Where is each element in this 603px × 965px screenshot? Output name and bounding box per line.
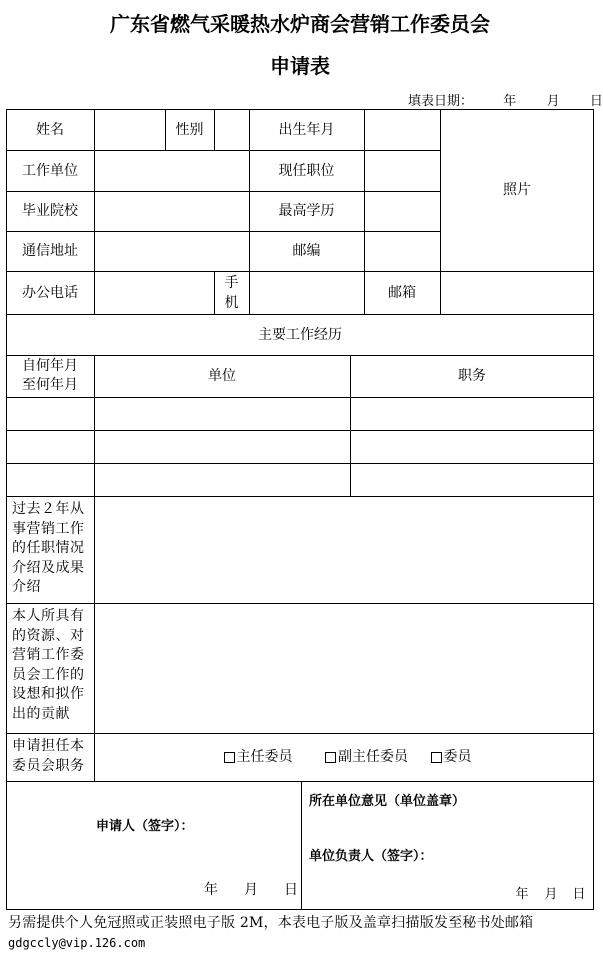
label-apply-post: 申请担任本委员会职务	[12, 738, 85, 774]
experience-cell[interactable]	[94, 397, 350, 430]
checkbox-icon	[325, 752, 336, 763]
value-gender[interactable]	[214, 109, 249, 150]
unit-day: 日	[572, 887, 586, 902]
submission-note: 另需提供个人免冠照或正装照电子版 2M，本表电子版及盖章扫描版发至秘书处邮箱	[8, 915, 534, 931]
col-unit: 单位	[208, 368, 236, 384]
label-mobile: 手 机	[224, 274, 239, 311]
label-position: 现任职位	[278, 162, 335, 179]
value-mobile[interactable]	[249, 271, 364, 314]
experience-header: 主要工作经历	[258, 326, 342, 343]
col-divider	[301, 781, 302, 910]
label-office-phone: 办公电话	[22, 284, 78, 301]
form-border-bottom	[6, 909, 594, 910]
col-duty: 职务	[458, 368, 486, 384]
label-resources: 本人所具有的资源、对营销工作委员会工作的设想和拟作出的贡献	[12, 608, 85, 722]
option-deputy-director-label: 副主任委员	[338, 749, 408, 765]
experience-cell[interactable]	[94, 430, 350, 463]
unit-month: 月	[544, 887, 558, 902]
value-position[interactable]	[364, 150, 440, 191]
applicant-year: 年	[204, 882, 218, 898]
value-past-intro[interactable]	[94, 496, 594, 603]
option-member-label: 委员	[443, 749, 472, 765]
option-deputy-director[interactable]	[319, 733, 414, 781]
applicant-day: 日	[284, 882, 298, 898]
secretariat-email[interactable]: gdgccly@vip.126.com	[8, 936, 146, 950]
value-employer[interactable]	[94, 150, 249, 191]
option-director[interactable]	[218, 733, 298, 781]
label-gender: 性别	[175, 121, 204, 138]
unit-head-signature[interactable]: 单位负责人（签字）：	[309, 849, 433, 864]
label-degree: 最高学历	[278, 203, 335, 219]
label-school: 毕业院校	[22, 203, 78, 219]
label-birth: 出生年月	[278, 121, 335, 138]
value-postcode[interactable]	[364, 231, 440, 271]
fill-date-label: 填表日期：	[408, 94, 474, 109]
form-title: 广东省燃气采暖热水炉商会营销工作委员会	[110, 12, 490, 36]
form-subtitle: 申请表	[270, 54, 330, 78]
photo-box[interactable]: 照片	[503, 182, 531, 198]
value-resources[interactable]	[94, 603, 594, 733]
applicant-signature[interactable]: 申请人（签字）：	[96, 819, 194, 834]
option-director-label: 主任委员	[236, 749, 293, 765]
fill-date	[408, 90, 603, 109]
label-email: 邮箱	[388, 284, 416, 301]
col-period: 自何年月 至何年月	[22, 358, 78, 393]
value-degree[interactable]	[364, 191, 440, 231]
label-name: 姓名	[36, 121, 64, 138]
value-name[interactable]	[94, 109, 165, 150]
label-employer: 工作单位	[22, 162, 78, 179]
value-email[interactable]	[440, 271, 594, 314]
fill-date-day: 日	[589, 94, 603, 109]
fill-date-year: 年	[503, 94, 517, 109]
row-divider	[6, 781, 594, 782]
label-address: 通信地址	[22, 243, 78, 259]
label-past-intro: 过去２年从事营销工作的任职情况介绍及成果介绍	[12, 501, 85, 595]
experience-cell[interactable]	[94, 463, 350, 496]
label-postcode: 邮编	[292, 243, 321, 259]
application-form	[6, 109, 594, 910]
checkbox-icon	[224, 752, 235, 763]
value-birth[interactable]	[364, 109, 440, 150]
value-school[interactable]	[94, 191, 249, 231]
option-member[interactable]	[426, 733, 476, 781]
value-address[interactable]	[94, 231, 249, 271]
fill-date-month: 月	[546, 94, 560, 109]
applicant-month: 月	[244, 882, 258, 898]
value-office-phone[interactable]	[94, 271, 214, 314]
unit-year: 年	[515, 887, 529, 902]
checkbox-icon	[431, 752, 442, 763]
unit-opinion: 所在单位意见（单位盖章）	[309, 794, 466, 809]
